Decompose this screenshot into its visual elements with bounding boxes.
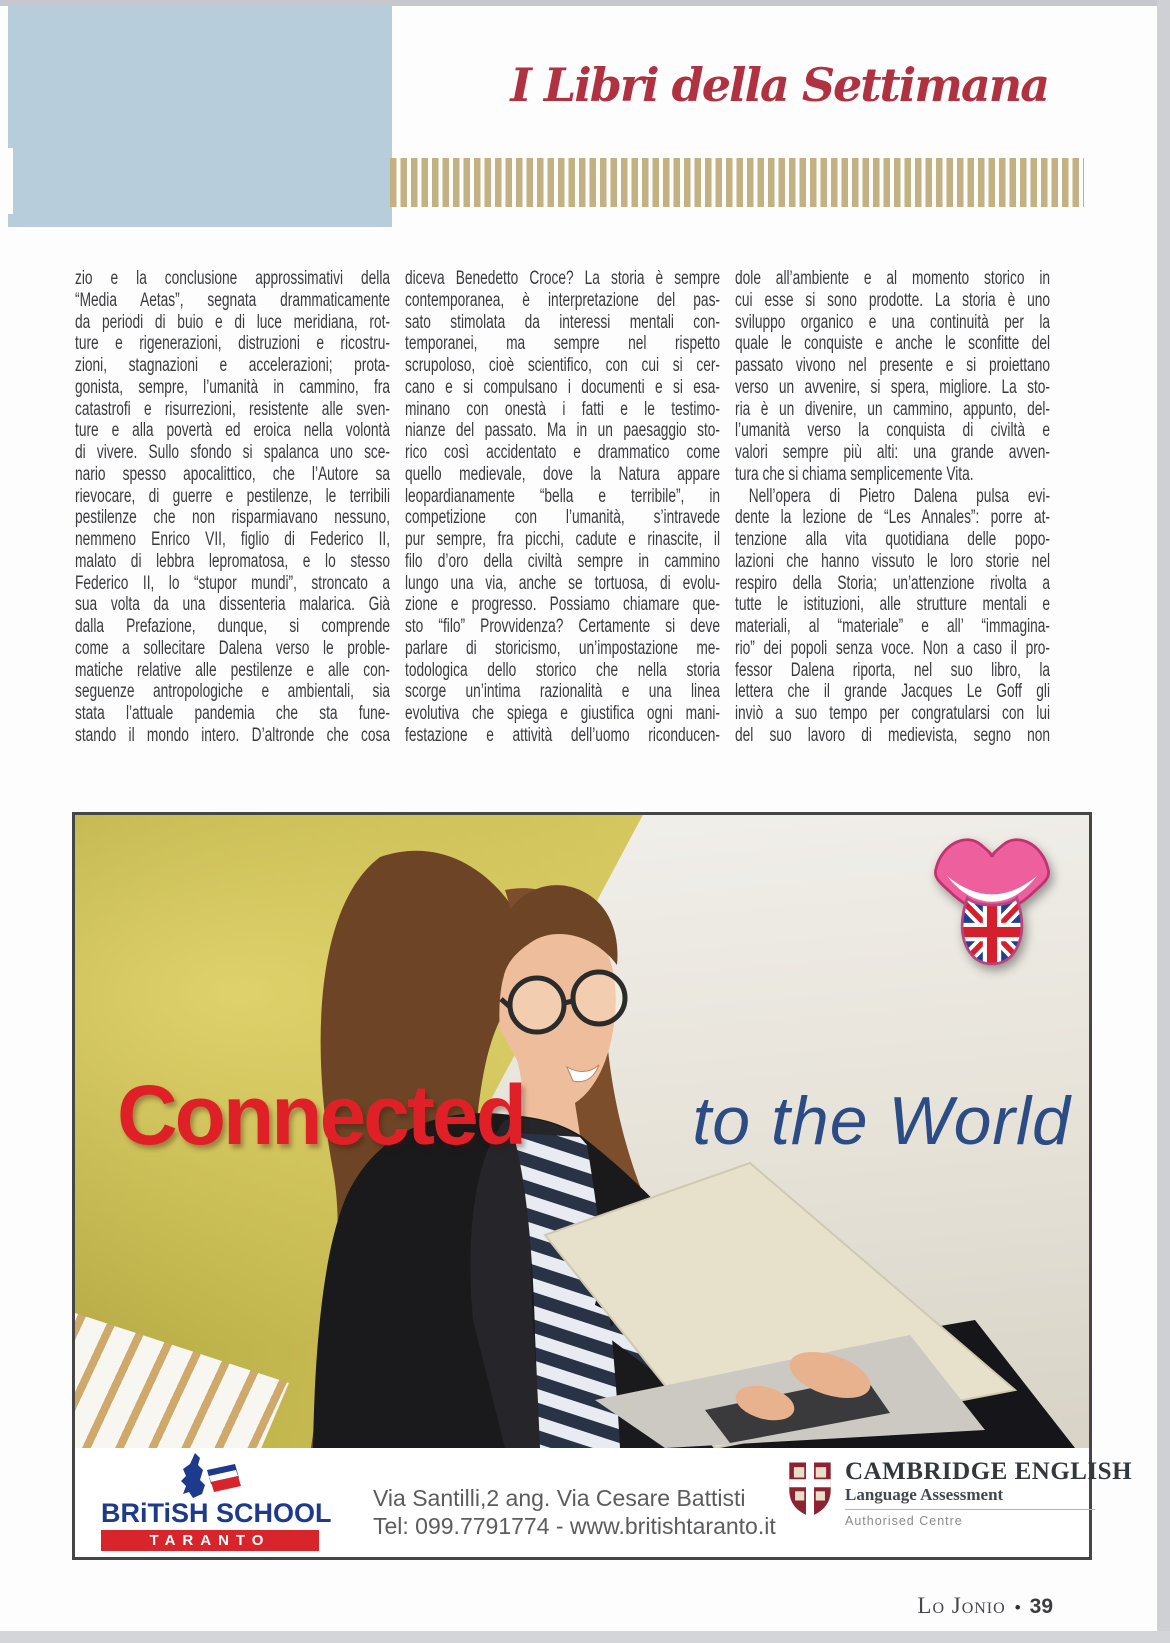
school-address-line2: Tel: 099.7791774 - www.britishtaranto.it xyxy=(373,1513,776,1539)
text-line: lazioni che hanno vissuto le loro storie nel xyxy=(735,550,1051,572)
viewer-edge-bottom xyxy=(0,1631,1170,1643)
header-blue-block xyxy=(8,6,392,227)
text-line: ture e rigenerazioni, distruzioni e ricostru- xyxy=(75,333,391,355)
text-line: parlare di storicismo, un’impostazione me- xyxy=(405,637,721,659)
british-school-city: TARANTO xyxy=(101,1530,319,1551)
text-line: dente la lezione de “Les Annales”: porre at- xyxy=(735,507,1051,529)
cambridge-shield-icon xyxy=(787,1460,833,1518)
ad-headline xyxy=(117,1068,1071,1162)
text-line: quello medievale, dove la Natura appare xyxy=(405,463,721,485)
text-line: sato stimolata da interessi mentali con- xyxy=(405,311,721,333)
article-column-3 xyxy=(735,268,1050,747)
text-line: zione e progresso. Possiamo chiamare que- xyxy=(405,594,721,616)
text-line: tutte le istituzioni, alle strutture mentali e xyxy=(735,594,1051,616)
text-line: Nell’opera di Pietro Dalena pulsa evi- xyxy=(735,485,1051,507)
text-line: minano con onestà i fatti e le testimo- xyxy=(405,398,721,420)
text-line: festazione e attività dell’uomo riconducen- xyxy=(405,724,721,746)
text-line: Federico II, lo “stupor mundi”, stroncato a xyxy=(75,572,391,594)
text-line: rico così accidentato e drammatico come xyxy=(405,442,721,463)
cambridge-authorised-centre: Authorised Centre xyxy=(845,1514,963,1528)
text-line: cano e si compulsano i documenti e si esa- xyxy=(405,376,721,398)
text-line: ture e alla povertà ed eroica nella volontà xyxy=(75,420,391,442)
text-line: stata l’attuale pandemia che sta fune- xyxy=(75,703,391,724)
page-footer xyxy=(917,1594,1053,1618)
text-line: verso un avvenire, si spera, migliore. La sto- xyxy=(735,376,1051,398)
text-line: nemmeno Enrico VII, figlio di Federico II, xyxy=(75,529,391,550)
text-line: catastrofi e risurrezioni, resistente alle sven- xyxy=(75,398,391,420)
text-line: nario spesso apocalittico, che l’Autore sa xyxy=(75,463,391,485)
text-line: pur sempre, fra picchi, cadute e rinascite, il xyxy=(405,529,721,550)
text-line: pestilenze che non risparmiavano nessuno, xyxy=(75,507,391,529)
text-line: lettera che il grande Jacques Le Goff gli xyxy=(735,681,1051,703)
ad-logo-bar xyxy=(75,1448,1133,1557)
text-line: materiali, al “materiale” e all’ “immagina- xyxy=(735,616,1051,637)
text-line: nianze del passato. Ma in un paesaggio sto- xyxy=(405,420,721,442)
text-line: tenzione alla vita quotidiana delle popo- xyxy=(735,529,1051,550)
text-line: scrupoloso, cioè scientifico, con cui si cer- xyxy=(405,355,721,376)
text-line: quale le conquiste e anche le sconfitte del xyxy=(735,333,1051,355)
page-title: I Libri della Settimana xyxy=(510,58,1048,112)
text-line: cui esse si sono prodotte. La storia è uno xyxy=(735,289,1051,311)
page-number: 39 xyxy=(1029,1595,1053,1618)
ad-headline-connected: Connected xyxy=(117,1068,525,1162)
text-line: come a sollecitare Dalena verso le proble- xyxy=(75,637,391,659)
footer-bullet: • xyxy=(1014,1598,1021,1617)
text-line: fessor Dalena riporta, nel suo libro, la xyxy=(735,659,1051,681)
cambridge-title: CAMBRIDGE ENGLISH xyxy=(845,1458,1133,1485)
text-line: rievocare, di guerre e pestilenze, le terribili xyxy=(75,485,391,507)
text-line: rio” dei popoli senza voce. Non a caso il pro- xyxy=(735,637,1051,659)
text-line: valori sempre più alti: una grande avven- xyxy=(735,442,1051,463)
text-line: ria è un divenire, un cammino, appunto, del- xyxy=(735,398,1051,420)
text-line: todologica dello storico che nella storia xyxy=(405,659,721,681)
text-line: leopardianamente “bella e terribile”, in xyxy=(405,485,721,507)
text-line: malato di lebbra lepromatosa, e lo stesso xyxy=(75,550,391,572)
text-line: passato vivono nel presente e si proiettano xyxy=(735,355,1051,376)
text-line: respiro della Storia; un’attenzione rivolta a xyxy=(735,572,1051,594)
text-line: inviò a suo tempo per congratularsi con lui xyxy=(735,703,1051,724)
text-line: zioni, stagnazioni e accelerazioni; prota- xyxy=(75,355,391,376)
text-line: gonista, sempre, l’umanità in cammino, fra xyxy=(75,376,391,398)
text-line: matiche relative alle pestilenze e alle con- xyxy=(75,659,391,681)
text-line: lungo una via, anche se tortuosa, di evolu- xyxy=(405,572,721,594)
text-line: l’umanità verso la conquista di civiltà e xyxy=(735,420,1051,442)
text-line: stando il mondo intero. D’altronde che cosa xyxy=(75,724,391,746)
text-line: zio e la conclusione approssimativi della xyxy=(75,268,391,289)
school-address xyxy=(373,1484,776,1540)
uk-map-icon xyxy=(173,1452,247,1500)
cambridge-subtitle: Language Assessment xyxy=(845,1485,1004,1504)
british-school-name: BRiTiSH SCHOOL xyxy=(101,1498,332,1528)
school-address-line1: Via Santilli,2 ang. Via Cesare Battisti xyxy=(373,1485,746,1511)
text-line: diceva Benedetto Croce? La storia è sempre xyxy=(405,268,721,289)
text-line: sto “filo” Provvidenza? Certamente si deve xyxy=(405,616,721,637)
cambridge-divider xyxy=(845,1509,1095,1510)
text-line: di vivere. Sullo sfondo si spalanca uno sce- xyxy=(75,442,391,463)
text-line: evolutiva che spiega e giustifica ogni mani- xyxy=(405,703,721,724)
text-line: contemporanea, è interpretazione del pas- xyxy=(405,289,721,311)
barcode-decoration xyxy=(390,158,1084,207)
lips-tongue-uk-flag-icon xyxy=(923,821,1061,977)
text-line: da periodi di buio e di luce meridiana, rot- xyxy=(75,311,391,333)
british-school-logo xyxy=(101,1452,332,1551)
text-line: sua volta da una dissenteria malarica. Già xyxy=(75,594,391,616)
viewer-edge-right xyxy=(1157,0,1170,1643)
text-line: seguenze antropologiche e ambientali, sia xyxy=(75,681,391,703)
text-line: dole all’ambiente e al momento storico in xyxy=(735,268,1051,289)
ad-headline-to-the-world: to the World xyxy=(692,1083,1071,1159)
text-line: scorge un’intima razionalità e una linea xyxy=(405,681,721,703)
header-notch xyxy=(8,148,13,214)
text-line: “Media Aetas”, segnata drammaticamente xyxy=(75,289,391,311)
cambridge-text-block xyxy=(845,1458,1132,1528)
text-line: competizione con l’umanità, s’intravede xyxy=(405,507,721,529)
text-line: tura che si chiama semplicemente Vita. xyxy=(735,463,974,485)
text-line: sviluppo organico e una continuità per la xyxy=(735,311,1051,333)
text-line: filo d’oro della civiltà sempre in cammino xyxy=(405,550,721,572)
magazine-name: Lo Jonio xyxy=(917,1593,1006,1618)
cambridge-english-logo xyxy=(787,1458,1132,1528)
text-line: del suo lavoro di medievista, segno non xyxy=(735,724,1051,746)
advertisement-british-school xyxy=(72,812,1133,1560)
text-line: dalla Prefazione, dunque, si comprende xyxy=(75,616,391,637)
article-column-2 xyxy=(405,268,720,747)
ad-photo xyxy=(75,815,1089,1448)
text-line: temporanei, ma sempre nel rispetto xyxy=(405,333,721,355)
article-column-1 xyxy=(75,268,390,747)
